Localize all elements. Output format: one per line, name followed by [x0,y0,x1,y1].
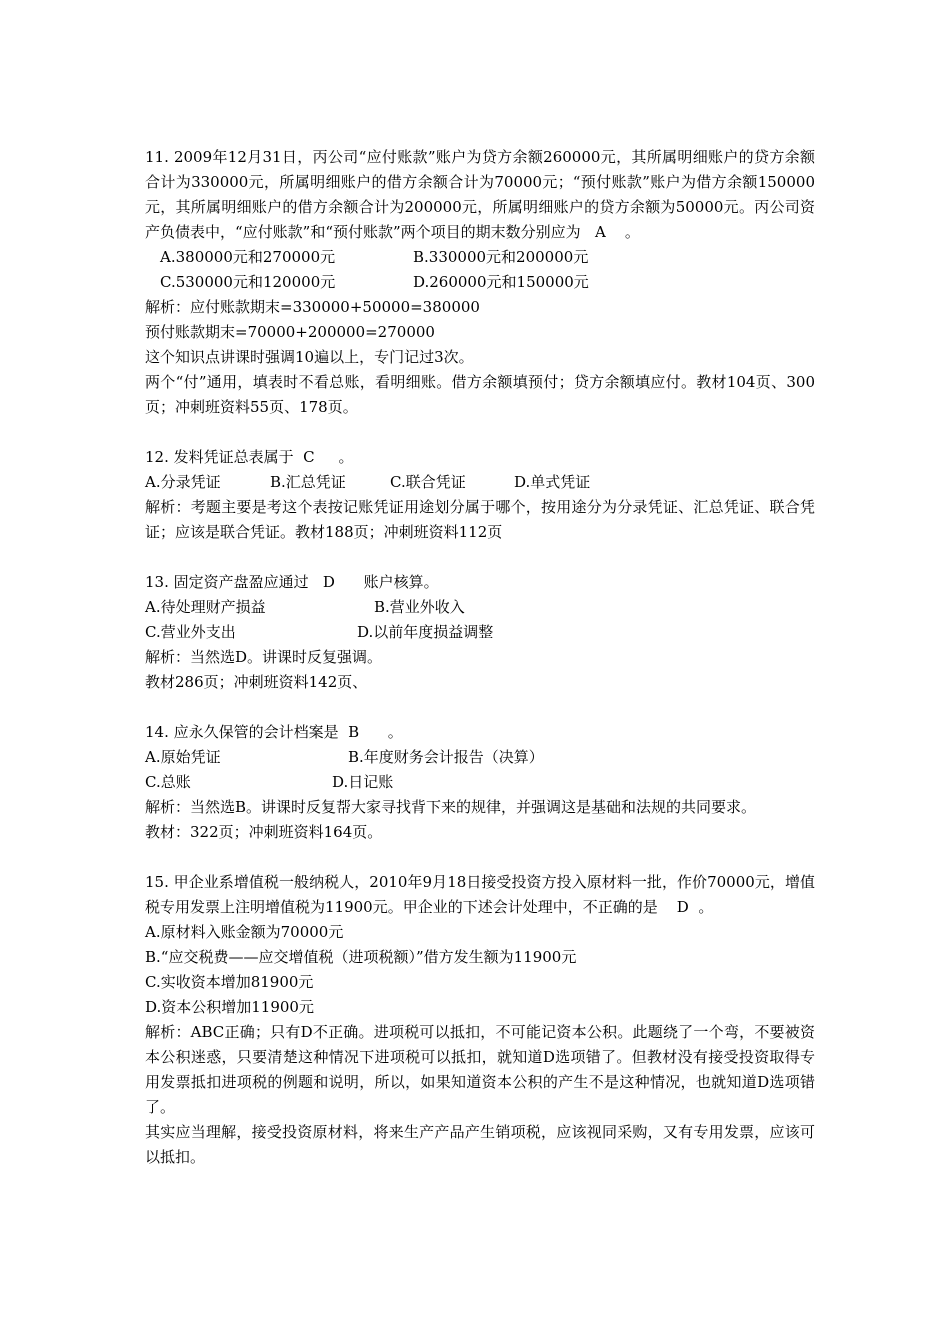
q11-option-a: A.380000元和270000元 [160,248,336,266]
q11-analysis-1: 解析：应付账款期末=330000+50000=380000 [145,298,480,316]
q13-option-d: D.以前年度损益调整 [357,623,494,641]
q12-options-row [145,470,815,495]
q12-analysis-1: 解析：考题主要是考这个表按记账凭证用途划分属于哪个，按用途分为分录凭证、汇总凭证、联合凭证；应该是联合凭证。教材188页；冲刺班资料112页 [145,498,815,541]
spacer [145,695,815,720]
q13-analysis-2: 教材286页；冲刺班资料142页、 [145,673,368,691]
q12-option-b: B.汇总凭证 [270,473,346,491]
document-page [145,145,815,1170]
q12-option-d: D.单式凭证 [514,473,591,491]
q14-stem: 14. 应永久保管的会计档案是 B 。 [145,723,403,741]
q11-analysis-3: 这个知识点讲课时强调10遍以上，专门记过3次。 [145,348,474,366]
q11-option-c: C.530000元和120000元 [160,273,336,291]
q14-option-d: D.日记账 [332,773,394,791]
q12-option-c: C.联合凭证 [390,473,466,491]
q13-option-a: A.待处理财产损益 [145,598,266,616]
q14-option-b: B.年度财务会计报告（决算） [348,748,544,766]
q15-option-c: C.实收资本增加81900元 [145,973,314,991]
q11-options-row2 [145,270,815,295]
q11-stem: 11. 2009年12月31日，丙公司“应付账款”账户为贷方余额260000元，其所属明细账户的贷方余额合计为330000元，所属明细账户的借方余额合计为70000元；“预付账款”账户为借方余额150000元，其所属明细账户的借方余额合计为200000元，所属明细账户的贷方余额为50000元。丙公司资产负债表中，“应付账款”和“预付账款”两个项目的期末数分别应为 A 。 [145,148,815,241]
q14-analysis-1: 解析：当然选B。讲课时反复帮大家寻找背下来的规律，并强调这是基础和法规的共同要求。 [145,798,757,816]
q11-option-d: D.260000元和150000元 [413,273,589,291]
q13-options-row2 [145,620,815,645]
q14-options-row1 [145,745,815,770]
q15-option-a: A.原材料入账金额为70000元 [145,923,344,941]
q13-stem: 13. 固定资产盘盈应通过 D 账户核算。 [145,573,439,591]
q15-analysis-2: 其实应当理解，接受投资原材料，将来生产产品产生销项税，应该视同采购，又有专用发票，应该可以抵扣。 [145,1123,815,1166]
q11-option-b: B.330000元和200000元 [413,248,589,266]
spacer [145,420,815,445]
q14-analysis-2: 教材：322页；冲刺班资料164页。 [145,823,383,841]
q15-option-b: B.“应交税费——应交增值税（进项税额）”借方发生额为11900元 [145,948,577,966]
q13-option-b: B.营业外收入 [374,598,465,616]
q12-stem: 12. 发料凭证总表属于 C 。 [145,448,354,466]
q14-options-row2 [145,770,815,795]
q12-option-a: A.分录凭证 [145,473,221,491]
q11-analysis-2: 预付账款期末=70000+200000=270000 [145,323,435,341]
q13-analysis-1: 解析：当然选D。讲课时反复强调。 [145,648,383,666]
spacer [145,545,815,570]
q13-option-c: C.营业外支出 [145,623,236,641]
q14-option-c: C.总账 [145,773,191,791]
q15-stem: 15. 甲企业系增值税一般纳税人，2010年9月18日接受投资方投入原材料一批，作价70000元，增值税专用发票上注明增值税为11900元。甲企业的下述会计处理中，不正确的是 D 。 [145,873,815,916]
q14-option-a: A.原始凭证 [145,748,221,766]
spacer [145,845,815,870]
q11-options-row1 [145,245,815,270]
q13-options-row1 [145,595,815,620]
q15-option-d: D.资本公积增加11900元 [145,998,314,1016]
q11-analysis-4: 两个“付”通用，填表时不看总账，看明细账。借方余额填预付；贷方余额填应付。教材104页、300页；冲刺班资料55页、178页。 [145,373,815,416]
q15-analysis-1: 解析：ABC正确；只有D不正确。进项税可以抵扣，不可能记资本公积。此题绕了一个弯，不要被资本公积迷惑，只要清楚这种情况下进项税可以抵扣，就知道D选项错了。但教材没有接受投资取得专用发票抵扣进项税的例题和说明，所以，如果知道资本公积的产生不是这种情况，也就知道D选项错了。 [145,1023,815,1116]
